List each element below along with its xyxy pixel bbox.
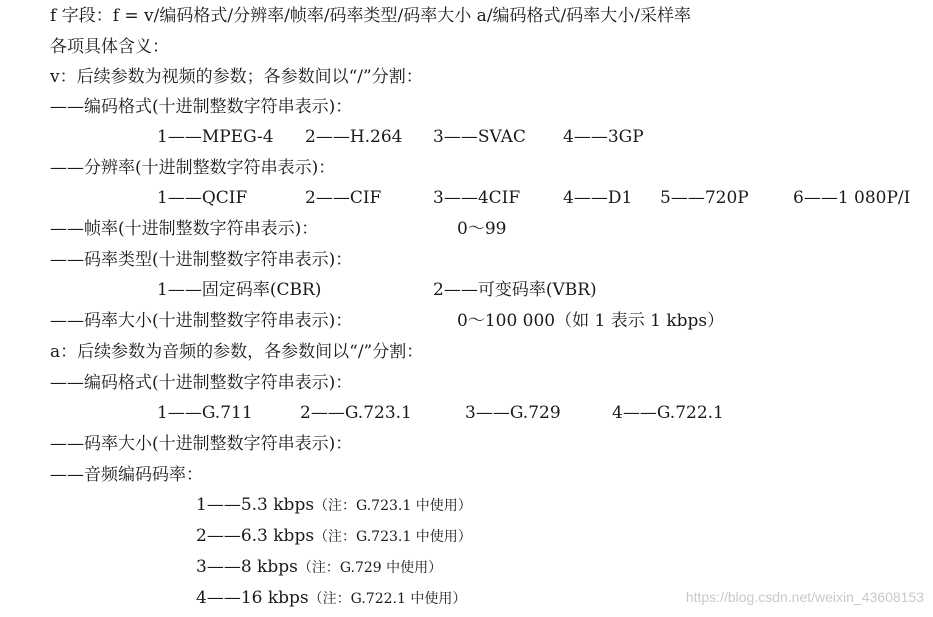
resolution-option: 3——4CIF	[433, 188, 521, 208]
resolution-option: 5——720P	[660, 188, 749, 208]
video-codec-option: 4——3GP	[563, 127, 644, 147]
audio-rate-note: （注：G.722.1 中使用）	[308, 591, 467, 607]
audio-rate-option	[196, 556, 442, 579]
audio-codec-option: 1——G.711	[157, 403, 253, 423]
rate-type-option: 1——固定码率(CBR)	[157, 280, 322, 300]
rate-type-option: 2——可变码率(VBR)	[433, 280, 597, 300]
audio-codec-label: ——编码格式(十进制整数字符串表示)：	[50, 373, 353, 393]
audio-rate-option	[196, 587, 466, 610]
audio-rate-value: 3——8 kbps	[196, 557, 298, 577]
audio-rate-note: （注：G.723.1 中使用）	[314, 498, 472, 514]
rate-type-label: ——码率类型(十进制整数字符串表示)：	[50, 250, 353, 270]
audio-params-intro: a：后续参数为音频的参数，各参数间以“/”分割：	[50, 342, 424, 362]
audio-rate-option	[196, 525, 472, 548]
resolution-option: 6——1 080P/I	[793, 188, 911, 208]
f-field-definition: f 字段：f = v/编码格式/分辨率/帧率/码率类型/码率大小 a/编码格式/码率大小/采样率	[50, 6, 692, 26]
resolution-label: ——分辨率(十进制整数字符串表示)：	[50, 158, 336, 178]
audio-rate-value: 2——6.3 kbps	[196, 526, 315, 546]
video-codec-label: ——编码格式(十进制整数字符串表示)：	[50, 97, 353, 117]
audio-encoding-rate-label: ——音频编码码率：	[50, 465, 203, 485]
video-codec-option: 1——MPEG-4	[157, 127, 274, 147]
bitrate-range: 0～100 000（如 1 表示 1 kbps）	[457, 311, 725, 331]
meanings-heading: 各项具体含义：	[50, 37, 169, 57]
audio-rate-value: 1——5.3 kbps	[196, 495, 315, 515]
video-codec-option: 2——H.264	[305, 127, 403, 147]
audio-rate-note: （注：G.723.1 中使用）	[314, 529, 472, 545]
bitrate-label: ——码率大小(十进制整数字符串表示)：	[50, 311, 353, 331]
audio-rate-option	[196, 494, 472, 517]
frame-rate-label: ——帧率(十进制整数字符串表示)：	[50, 219, 319, 239]
audio-bitrate-label: ——码率大小(十进制整数字符串表示)：	[50, 434, 353, 454]
video-codec-option: 3——SVAC	[433, 127, 526, 147]
audio-codec-option: 3——G.729	[465, 403, 561, 423]
resolution-option: 1——QCIF	[157, 188, 248, 208]
frame-rate-range: 0～99	[457, 219, 507, 239]
audio-codec-option: 4——G.722.1	[612, 403, 724, 423]
audio-rate-value: 4——16 kbps	[196, 588, 309, 608]
resolution-option: 4——D1	[563, 188, 633, 208]
audio-rate-note: （注：G.729 中使用）	[297, 560, 443, 576]
audio-codec-option: 2——G.723.1	[300, 403, 412, 423]
resolution-option: 2——CIF	[305, 188, 382, 208]
watermark: https://blog.csdn.net/weixin_43608153	[685, 589, 924, 605]
video-params-intro: v：后续参数为视频的参数；各参数间以“/”分割：	[50, 67, 423, 87]
